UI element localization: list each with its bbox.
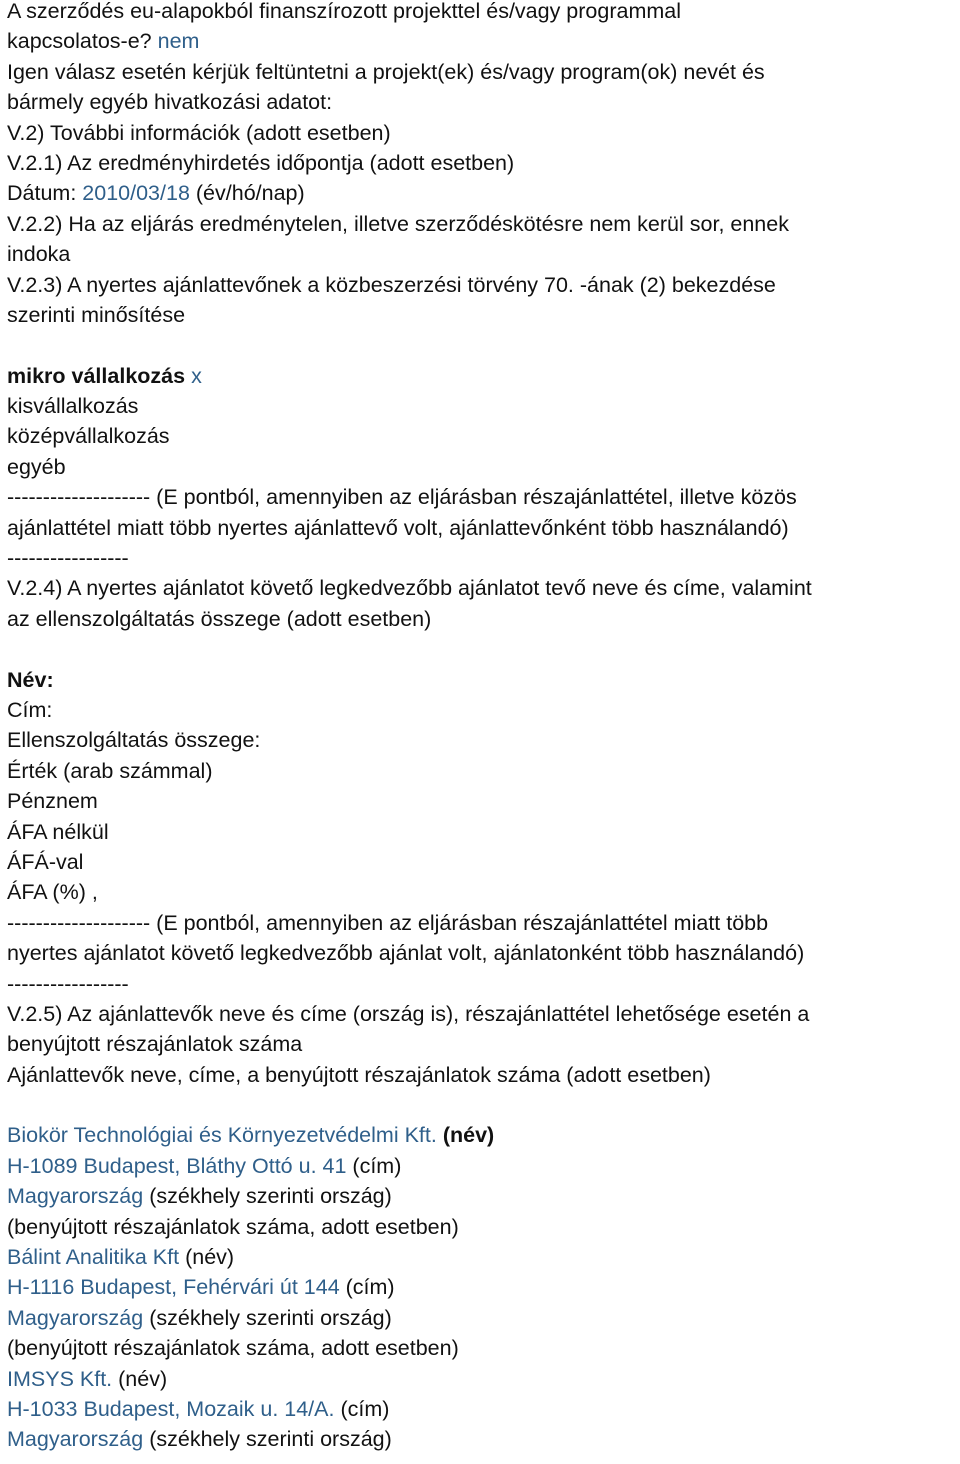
eu-question-line-1: A szerződés eu-alapokból finanszírozott projekttel és/vagy programmal bbox=[7, 0, 682, 23]
bidder-parts-line: (benyújtott részajánlatok száma, adott esetben) bbox=[7, 1336, 459, 1361]
bidder-address-line bbox=[7, 1151, 960, 1181]
v24-note-3: ----------------- bbox=[7, 971, 129, 996]
bidder-name-line bbox=[7, 1120, 960, 1150]
bidder-country-suffix: (székhely szerinti ország) bbox=[149, 1184, 392, 1209]
spacer bbox=[7, 330, 960, 360]
v25-line-3: Ajánlattevők neve, címe, a benyújtott részajánlatok száma (adott esetben) bbox=[7, 1062, 711, 1087]
no-vat-label: ÁFA nélkül bbox=[7, 819, 109, 844]
with-vat-label: ÁFÁ-val bbox=[7, 849, 84, 874]
bidder-name-suffix: (név) bbox=[442, 1123, 495, 1148]
bidder-address-line bbox=[7, 1394, 960, 1424]
address-label: Cím: bbox=[7, 697, 53, 722]
bidder-address-suffix: (cím) bbox=[340, 1396, 390, 1421]
bidder-country-suffix: (székhely szerinti ország) bbox=[149, 1427, 392, 1452]
bidder-name-suffix: (név) bbox=[185, 1245, 235, 1270]
v2-heading: V.2) További információk (adott esetben) bbox=[7, 120, 391, 145]
v23-note-2: ajánlattétel miatt több nyertes ajánlattevő volt, ajánlattevőnként több használandó) bbox=[7, 515, 789, 540]
bidder-name: Biokör Technológiai és Környezetvédelmi Kft. bbox=[7, 1123, 437, 1148]
micro-enterprise-label: mikro vállalkozás bbox=[7, 363, 186, 388]
bidder-name-suffix: (név) bbox=[118, 1366, 168, 1391]
bidder-country-line bbox=[7, 1424, 960, 1454]
bidder-address: H-1116 Budapest, Fehérvári út 144 bbox=[7, 1275, 340, 1300]
bidder-parts-line: (benyújtott részajánlatok száma, adott esetben) bbox=[7, 1214, 459, 1239]
v23-note-3: ----------------- bbox=[7, 546, 129, 571]
bidder-name: IMSYS Kft. bbox=[7, 1366, 113, 1391]
v23-line-2: szerinti minősítése bbox=[7, 302, 186, 327]
bidder-country: Magyarország bbox=[7, 1427, 144, 1452]
v24-note-2: nyertes ajánlatot követő legkedvezőbb ajánlat volt, ajánlatonként több használandó) bbox=[7, 941, 805, 966]
bidder-country-line bbox=[7, 1303, 960, 1333]
v25-line-2: benyújtott részajánlatok száma bbox=[7, 1032, 303, 1057]
v24-line-1: V.2.4) A nyertes ajánlatot követő legkedvezőbb ajánlatot tevő neve és címe, valamint bbox=[7, 576, 812, 601]
spacer bbox=[7, 1090, 960, 1120]
bidder-address-suffix: (cím) bbox=[352, 1153, 402, 1178]
vat-percent-label: ÁFA (%) , bbox=[7, 880, 98, 905]
v22-line-1: V.2.2) Ha az eljárás eredménytelen, illetve szerződéskötésre nem kerül sor, ennek bbox=[7, 211, 789, 236]
bidder-country: Magyarország bbox=[7, 1184, 144, 1209]
bidder-name-line bbox=[7, 1364, 960, 1394]
bidder-country-suffix: (székhely szerinti ország) bbox=[149, 1305, 392, 1330]
bidder-name: Bálint Analitika Kft bbox=[7, 1245, 180, 1270]
other-option: egyéb bbox=[7, 454, 66, 479]
date-label: Dátum: bbox=[7, 181, 77, 206]
bidder-country-line bbox=[7, 1181, 960, 1211]
v21-date-line bbox=[7, 178, 960, 208]
eu-question-prefix: kapcsolatos-e? bbox=[7, 29, 152, 54]
small-enterprise-option: kisvállalkozás bbox=[7, 394, 139, 419]
eu-question-answer: nem bbox=[157, 29, 200, 54]
v23-note-1: -------------------- (E pontból, amennyiben az eljárásban részajánlattétel, illetve közös bbox=[7, 485, 797, 510]
bidder-address: H-1033 Budapest, Mozaik u. 14/A. bbox=[7, 1396, 335, 1421]
bidder-address: H-1089 Budapest, Bláthy Ottó u. 41 bbox=[7, 1153, 347, 1178]
eu-question-line-3: Igen válasz esetén kérjük feltüntetni a projekt(ek) és/vagy program(ok) nevét és bbox=[7, 59, 765, 84]
micro-enterprise-option bbox=[7, 361, 960, 391]
eu-question-line-4: bármely egyéb hivatkozási adatot: bbox=[7, 90, 333, 115]
medium-enterprise-option: középvállalkozás bbox=[7, 424, 170, 449]
v24-line-2: az ellenszolgáltatás összege (adott esetben) bbox=[7, 606, 432, 631]
bidder-country: Magyarország bbox=[7, 1305, 144, 1330]
v23-line-1: V.2.3) A nyertes ajánlattevőnek a közbeszerzési törvény 70. -ának (2) bekezdése bbox=[7, 272, 776, 297]
date-format: (év/hó/nap) bbox=[195, 181, 305, 206]
currency-label: Pénznem bbox=[7, 789, 98, 814]
date-value: 2010/03/18 bbox=[82, 181, 190, 206]
v22-line-2: indoka bbox=[7, 242, 71, 267]
bidder-address-line bbox=[7, 1272, 960, 1302]
value-label: Érték (arab számmal) bbox=[7, 758, 213, 783]
bidder-address-suffix: (cím) bbox=[345, 1275, 395, 1300]
v21-heading: V.2.1) Az eredményhirdetés időpontja (adott esetben) bbox=[7, 150, 515, 175]
spacer bbox=[7, 634, 960, 664]
v24-note-1: -------------------- (E pontból, amennyiben az eljárásban részajánlattétel miatt több bbox=[7, 910, 769, 935]
name-label: Név: bbox=[7, 667, 54, 692]
bidder-name-line bbox=[7, 1242, 960, 1272]
v25-line-1: V.2.5) Az ajánlattevők neve és címe (ország is), részajánlattétel lehetősége esetén a bbox=[7, 1001, 810, 1026]
eu-question-line-2 bbox=[7, 26, 960, 56]
price-label: Ellenszolgáltatás összege: bbox=[7, 728, 261, 753]
micro-enterprise-mark: x bbox=[191, 363, 202, 388]
